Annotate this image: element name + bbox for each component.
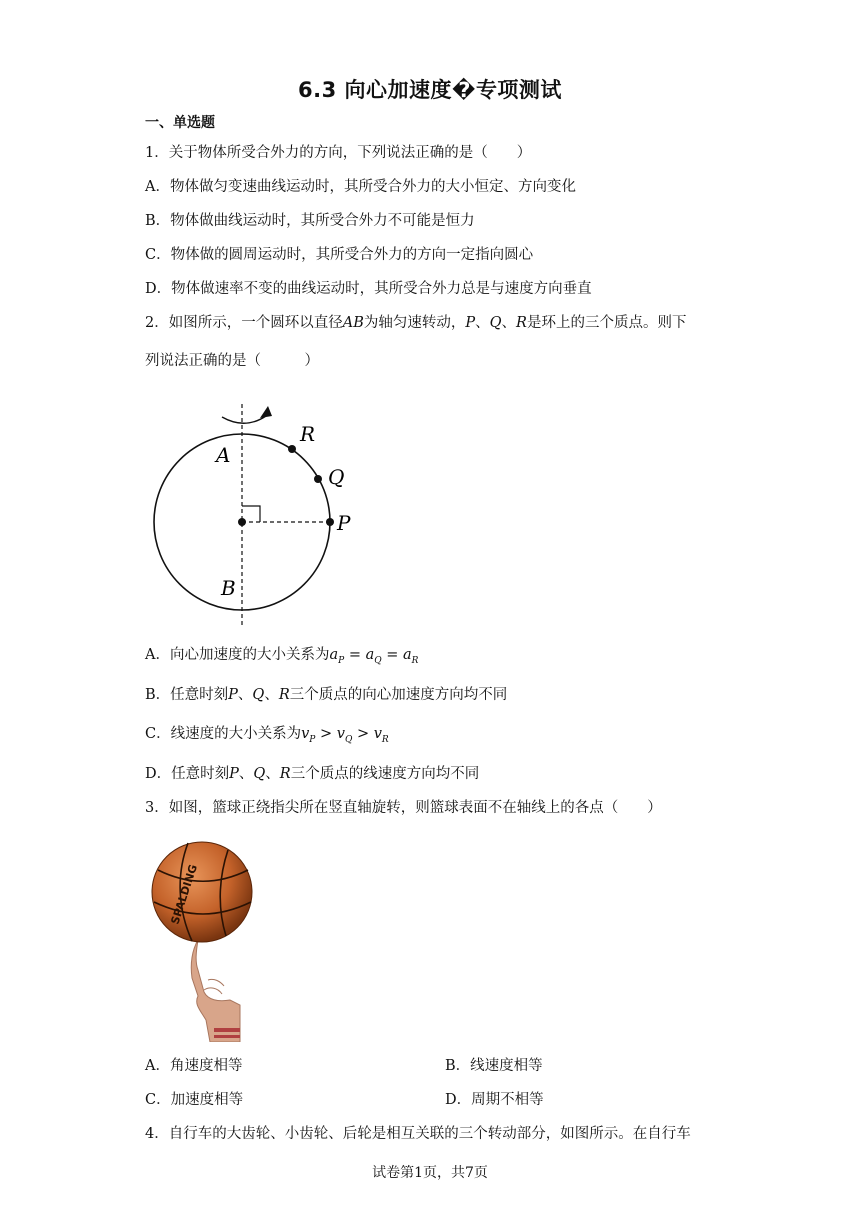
q2-option-a: A．向心加速度的大小关系为$a_P = a_Q = a_R$ — [145, 647, 419, 666]
q3-option-a: A．角速度相等 — [145, 1058, 243, 1074]
page-title: 6.3 向心加速度�专项测试 — [298, 78, 562, 102]
center-dot — [238, 518, 246, 526]
point-q-dot — [314, 475, 322, 483]
ball-brand-text: SPALDING — [168, 862, 201, 926]
rotation-arrow-head — [260, 406, 272, 418]
q2-option-b: B．任意时刻P、Q、R三个质点的向心加速度方向均不同 — [145, 687, 508, 703]
basketball-image — [148, 840, 258, 1042]
page-footer: 试卷第1页，共7页 — [372, 1165, 488, 1181]
label-b: B — [221, 576, 236, 600]
q1-option-d: D．物体做速率不变的曲线运动时，其所受合外力总是与速度方向垂直 — [145, 281, 592, 297]
hand-shape — [191, 940, 240, 1042]
q2-stem-line1: 2．如图所示，一个圆环以直径AB为轴匀速转动，P、Q、R是环上的三个质点。则下 — [145, 315, 687, 331]
q1-option-c: C．物体做的圆周运动时，其所受合外力的方向一定指向圆心 — [145, 247, 534, 263]
q1-stem: 1．关于物体所受合外力的方向，下列说法正确的是（ ） — [145, 145, 532, 161]
rotation-arrow — [222, 416, 266, 423]
label-q: Q — [328, 465, 345, 489]
q2-stem-line2: 列说法正确的是（ ） — [145, 353, 319, 369]
q2-option-c: C．线速度的大小关系为$v_P > v_Q > v_R$ — [145, 726, 389, 745]
point-r-dot — [288, 445, 296, 453]
q2-axis-ab: AB — [342, 315, 364, 331]
q3-option-b: B．线速度相等 — [445, 1058, 543, 1074]
q4-stem: 4．自行车的大齿轮、小齿轮、后轮是相互关联的三个转动部分，如图所示。在自行车 — [145, 1126, 691, 1142]
label-a: A — [216, 443, 231, 467]
label-p: P — [337, 511, 351, 535]
q3-option-d: D．周期不相等 — [445, 1092, 544, 1108]
basketball-sphere — [152, 842, 252, 942]
q1-option-a: A．物体做匀变速曲线运动时，其所受合外力的大小恒定、方向变化 — [145, 179, 576, 195]
label-r: R — [300, 422, 316, 446]
q3-stem: 3．如图，篮球正绕指尖所在竖直轴旋转，则篮球表面不在轴线上的各点（ ） — [145, 800, 662, 816]
q3-option-c: C．加速度相等 — [145, 1092, 244, 1108]
ring-diagram — [150, 402, 370, 630]
q1-option-b: B．物体做曲线运动时，其所受合外力不可能是恒力 — [145, 213, 475, 229]
point-p-dot — [326, 518, 334, 526]
section-heading: 一、单选题 — [145, 115, 215, 131]
q2-option-d: D．任意时刻P、Q、R三个质点的线速度方向均不同 — [145, 766, 480, 782]
